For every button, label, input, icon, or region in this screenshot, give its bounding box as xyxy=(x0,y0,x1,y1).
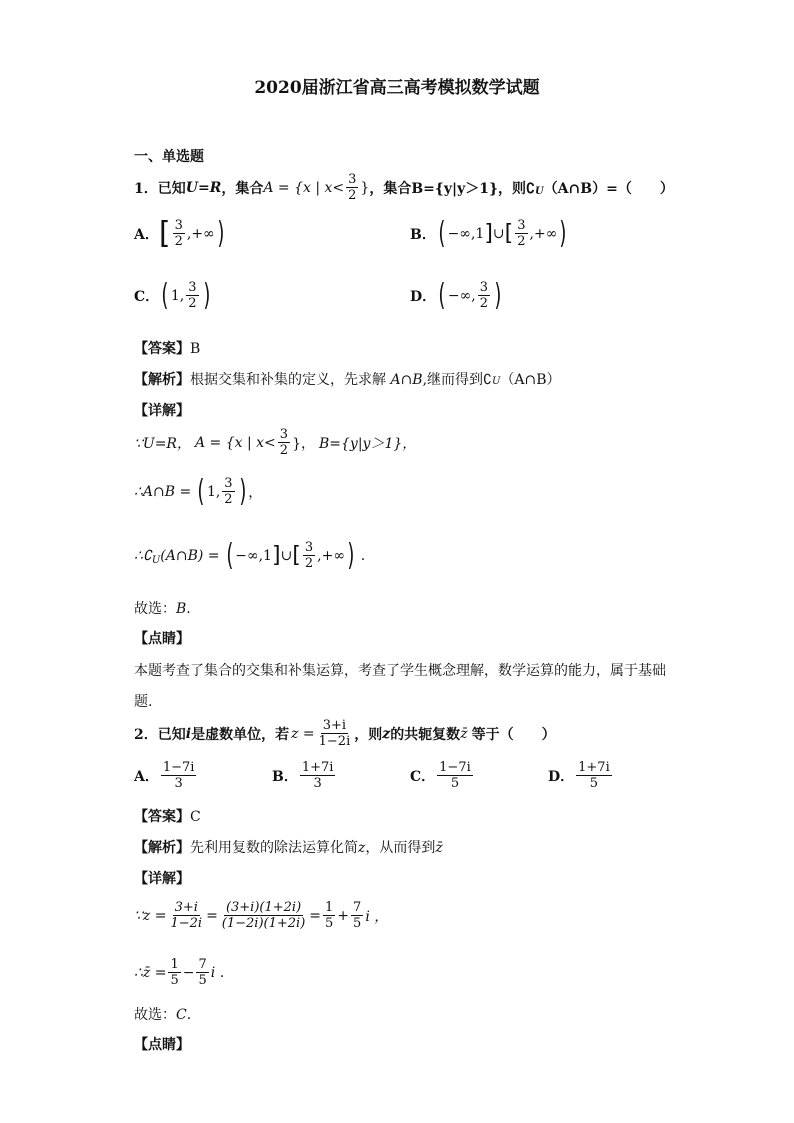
q2-option-a[interactable] xyxy=(134,760,198,791)
q2-choose xyxy=(134,1004,191,1024)
q1-remark-line1: 本题考查了集合的交集和补集运算，考查了学生概念理解，数学运算的能力，属于基础 xyxy=(134,663,666,679)
analysis-math: z xyxy=(358,840,366,856)
q1-option-c[interactable] xyxy=(134,277,212,313)
option-text: ,+∞ xyxy=(186,225,215,242)
bracket: ] xyxy=(271,542,281,568)
fraction: $\frac{3+i}{1-2i}$ xyxy=(318,718,351,749)
q2-stem-text: 是虚数单位，若 xyxy=(191,726,290,743)
choose-value: B xyxy=(176,601,187,617)
paren: ( xyxy=(225,537,233,573)
q2-answer xyxy=(134,806,201,826)
q2-stem xyxy=(134,718,556,749)
option-text: 1, xyxy=(170,287,185,304)
math-text: ∴∁ xyxy=(134,547,152,564)
option-label: C． xyxy=(134,288,160,305)
paren: ( xyxy=(197,473,205,509)
q1-detail-line1 xyxy=(134,427,416,458)
paren: ) xyxy=(238,473,246,509)
fraction: $\frac{7}{5}$ xyxy=(198,957,207,988)
q2-stem-var: i xyxy=(185,725,192,742)
q1-detail-line3 xyxy=(134,537,366,573)
analysis-text: ，从而得到 xyxy=(365,840,436,856)
math-text: + xyxy=(337,907,350,924)
choose-text: 故选： xyxy=(134,1007,176,1023)
q2-option-d[interactable] xyxy=(548,760,614,791)
q2-stem-text: ，则 xyxy=(354,726,383,743)
q2-stem-var: z̄ xyxy=(460,725,468,742)
math-text: ∴z̄ = xyxy=(134,964,167,981)
option-label: D． xyxy=(410,288,437,305)
math-text: 1, xyxy=(206,483,221,500)
analysis-tag: 【解析】 xyxy=(134,840,190,856)
q1-sub: U xyxy=(534,186,544,197)
q2-stem-var: z xyxy=(382,725,391,742)
fraction: $\frac{3}{2}$ xyxy=(517,218,526,249)
q1-set-a: A = {x | x< xyxy=(263,179,345,196)
math-text: ,+∞ xyxy=(317,547,346,564)
q2-stem-text: 的共轭复数 xyxy=(390,726,461,743)
answer-tag: 【答案】 xyxy=(134,809,190,825)
fraction: $\frac{(3+i)(1+2i)}{(1-2i)(1+2i)}$ xyxy=(221,900,306,931)
math-text: = xyxy=(309,907,322,924)
math-text: }， xyxy=(292,435,315,452)
fraction: $\frac{3}{2}$ xyxy=(304,540,314,571)
q2-option-b[interactable] xyxy=(272,760,337,791)
q1-analysis xyxy=(134,369,561,389)
math-text: −∞,1 xyxy=(235,547,272,564)
math-text: (A∩B) = xyxy=(160,547,220,564)
q1-stem-text: 1．已知 xyxy=(134,180,186,197)
analysis-text: 先利用复数的除法运算化简 xyxy=(190,840,358,856)
cup: ∪ xyxy=(280,547,293,564)
bracket: [ xyxy=(292,542,301,568)
math-text: − xyxy=(182,964,195,981)
answer-tag: 【答案】 xyxy=(134,341,190,357)
option-label: C． xyxy=(410,768,436,785)
q1-remark-line2: 题. xyxy=(134,694,153,710)
option-text: −∞,1 xyxy=(447,225,485,242)
fraction: $\frac{1+7i}{3}$ xyxy=(301,760,334,791)
choose-value: C xyxy=(176,1007,187,1023)
choose-text: 故选： xyxy=(134,601,176,617)
bracket: [ xyxy=(504,220,514,246)
q1-choose xyxy=(134,598,191,618)
math-text: . xyxy=(360,547,366,564)
fraction: $\frac{3}{2}$ xyxy=(174,218,183,249)
fraction: $\frac{1}{5}$ xyxy=(170,957,179,988)
math-text: ∵U=R， xyxy=(134,435,191,452)
math-text: i . xyxy=(210,964,225,981)
option-label: B． xyxy=(410,226,436,243)
q2-remark-tag: 【点睛】 xyxy=(134,1037,190,1053)
analysis-math: z̄ xyxy=(435,840,443,856)
q1-stem xyxy=(134,172,674,203)
q1-stem-eq: = xyxy=(197,179,210,196)
math-text: ∵z = xyxy=(134,907,167,924)
fraction: $\frac{1+7i}{5}$ xyxy=(578,760,610,791)
q1-option-b[interactable] xyxy=(410,215,569,251)
analysis-math: A∩B xyxy=(390,372,423,388)
q2-detail-tag: 【详解】 xyxy=(134,871,190,887)
choose-end: . xyxy=(186,601,191,617)
analysis-text: （A∩B） xyxy=(500,372,561,388)
q1-stem-text: ，集合 xyxy=(221,180,264,197)
q1-option-a[interactable] xyxy=(134,215,226,251)
q1-stem-var: U xyxy=(185,179,198,196)
fraction: $\frac{1-7i}{3}$ xyxy=(162,760,195,791)
paren: ) xyxy=(494,277,502,313)
math-text: = xyxy=(206,907,218,924)
math-text: A = {x | x< xyxy=(194,434,276,451)
page-title: 2020届浙江省高三高考模拟数学试题 xyxy=(254,78,540,98)
q1-set-a-close: } xyxy=(360,179,370,196)
q1-stem-text: （A∩B）=（ ） xyxy=(543,180,674,197)
choose-end: . xyxy=(186,1007,192,1023)
paren: ( xyxy=(438,215,446,251)
fraction: $\frac{3+i}{1-2i}$ xyxy=(170,900,203,931)
fraction: $\frac{3}{2}$ xyxy=(224,476,233,507)
q2-stem-text: 等于（ ） xyxy=(471,726,556,743)
q1-stem-text: ，集合 xyxy=(369,180,412,197)
option-label: D． xyxy=(548,768,575,785)
analysis-sub: U xyxy=(491,376,501,387)
option-text: −∞, xyxy=(447,287,476,304)
q1-stem-text: B={y|y＞1}，则∁ xyxy=(411,180,535,197)
q2-option-c[interactable] xyxy=(410,760,475,791)
q2-detail-line2 xyxy=(134,957,224,988)
answer-value: C xyxy=(190,809,201,825)
paren: ) xyxy=(202,277,210,313)
bracket: ] xyxy=(484,220,493,246)
fraction: $\frac{3}{2}$ xyxy=(279,427,289,458)
section-heading: 一、单选题 xyxy=(134,149,204,165)
q2-stem-text: 2．已知 xyxy=(134,726,186,743)
q2-analysis xyxy=(134,837,443,857)
q1-stem-var: R xyxy=(209,179,222,196)
math-text: ， xyxy=(248,484,263,501)
q2-z-eq: z = xyxy=(291,725,315,742)
option-text: ,+∞ xyxy=(529,225,558,242)
cup: ∪ xyxy=(492,225,505,242)
q1-remark-tag: 【点睛】 xyxy=(134,631,190,647)
fraction: $\frac{1}{5}$ xyxy=(325,900,334,931)
option-label: B． xyxy=(272,768,298,785)
fraction: $\frac{1-7i}{5}$ xyxy=(439,760,471,791)
paren: ( xyxy=(161,277,169,313)
q1-option-d[interactable] xyxy=(410,277,504,313)
analysis-text: 根据交集和补集的定义，先求解 xyxy=(190,372,386,388)
math-sub: U xyxy=(151,555,161,566)
bracket: [ xyxy=(158,215,171,251)
math-text: B={y|y＞1}， xyxy=(318,435,417,452)
analysis-text: ,继而得到∁ xyxy=(422,372,492,388)
q2-detail-line1 xyxy=(134,900,388,931)
paren: ) xyxy=(217,215,225,251)
paren: ) xyxy=(559,215,567,251)
q1-answer xyxy=(134,338,200,358)
paren: ) xyxy=(347,537,355,573)
fraction: $\frac{7}{5}$ xyxy=(353,900,362,931)
fraction: $\frac{3}{2}$ xyxy=(188,280,197,311)
fraction: $\frac{3}{2}$ xyxy=(348,172,357,203)
q1-detail-line2 xyxy=(134,473,263,509)
paren: ( xyxy=(438,277,446,313)
fraction: $\frac{3}{2}$ xyxy=(479,280,488,311)
q1-detail-tag: 【详解】 xyxy=(134,403,190,419)
option-label: A． xyxy=(134,768,159,785)
analysis-tag: 【解析】 xyxy=(134,372,190,388)
option-label: A． xyxy=(134,226,159,243)
answer-value: B xyxy=(190,341,201,357)
math-text: ∴A∩B = xyxy=(134,483,192,500)
math-text: i ， xyxy=(365,908,389,925)
